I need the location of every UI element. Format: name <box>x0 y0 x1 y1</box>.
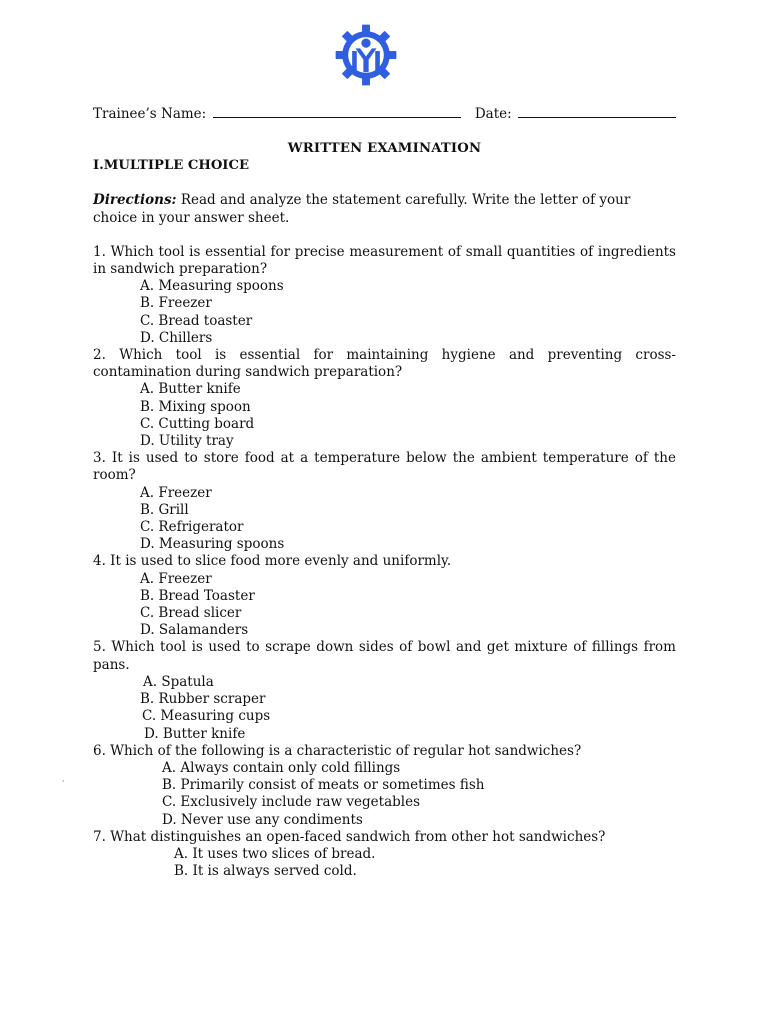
choice-item: D. Utility tray <box>140 433 234 450</box>
header-row <box>93 104 676 124</box>
question-text: 2. Which tool is essential for maintaining hygiene and preventing cross-contamination during sandwich preparation? <box>93 347 676 381</box>
choice-item: D. Chillers <box>140 329 213 346</box>
section-heading: I.MULTIPLE CHOICE <box>93 158 250 174</box>
stray-mark: , <box>62 774 65 783</box>
question-text: 6. Which of the following is a characteristic of regular hot sandwiches? <box>93 742 582 759</box>
choice-item: D. Butter knife <box>144 725 246 742</box>
choice-item: B. Bread Toaster <box>140 587 255 604</box>
question-1 <box>93 244 676 347</box>
choice-list <box>93 485 676 554</box>
directions-text: Read and analyze the statement carefully. Write the letter of your choice in your answer sheet. <box>93 192 631 226</box>
choice-list <box>93 571 676 640</box>
question-text: 5. Which tool is used to scrape down sides of bowl and get mixture of fillings from pans. <box>93 639 676 673</box>
question-4 <box>93 553 676 639</box>
trainee-name-label: Trainee’s Name: <box>93 106 207 122</box>
choice-list <box>93 381 676 450</box>
choice-item: B. Primarily consist of meats or sometimes fish <box>162 777 485 794</box>
choice-item: A. Freezer <box>140 570 212 587</box>
date-label: Date: <box>474 106 512 122</box>
choice-list <box>93 846 676 880</box>
question-list <box>93 244 676 881</box>
trainee-name-field[interactable] <box>93 104 461 124</box>
choice-list <box>93 278 676 347</box>
question-7 <box>93 829 676 881</box>
directions <box>93 192 676 226</box>
choice-item: B. It is always served cold. <box>174 863 357 880</box>
question-text: 3. It is used to store food at a temperature below the ambient temperature of the room? <box>93 450 676 484</box>
choice-item: C. Bread toaster <box>140 312 253 329</box>
gear-emblem-icon <box>333 22 399 88</box>
choice-item: A. Freezer <box>140 484 212 501</box>
choice-item: A. It uses two slices of bread. <box>174 845 376 862</box>
choice-item: D. Measuring spoons <box>140 536 285 553</box>
choice-item: A. Spatula <box>143 673 214 690</box>
question-2 <box>93 347 676 450</box>
trainee-name-blank[interactable] <box>213 104 461 118</box>
choice-item: B. Mixing spoon <box>140 398 251 415</box>
choice-item: C. Exclusively include raw vegetables <box>162 794 421 811</box>
exam-content <box>93 104 676 880</box>
question-text: 4. It is used to slice food more evenly and uniformly. <box>93 553 452 570</box>
choice-list <box>93 674 676 743</box>
exam-title: WRITTEN EXAMINATION <box>287 141 482 156</box>
choice-item: A. Measuring spoons <box>140 278 284 295</box>
question-3 <box>93 450 676 553</box>
choice-item: C. Measuring cups <box>142 708 271 725</box>
date-blank[interactable] <box>518 104 676 118</box>
choice-item: B. Freezer <box>140 295 212 312</box>
choice-item: D. Salamanders <box>140 622 249 639</box>
choice-item: C. Cutting board <box>140 415 255 432</box>
date-field[interactable] <box>475 104 676 124</box>
question-5 <box>93 639 676 742</box>
choice-item: B. Grill <box>140 501 189 518</box>
choice-list <box>93 760 676 829</box>
directions-label: Directions: <box>93 192 177 209</box>
question-text: 1. Which tool is essential for precise measurement of small quantities of ingredients in sandwich preparation? <box>93 243 676 278</box>
choice-item: B. Rubber scraper <box>140 691 266 708</box>
choice-item: A. Always contain only cold fillings <box>162 759 401 776</box>
choice-item: C. Bread slicer <box>140 605 242 622</box>
choice-item: A. Butter knife <box>140 381 241 398</box>
choice-item: C. Refrigerator <box>140 519 244 536</box>
question-text: 7. What distinguishes an open-faced sandwich from other hot sandwiches? <box>93 828 606 845</box>
question-6 <box>93 743 676 829</box>
choice-item: D. Never use any condiments <box>162 811 363 828</box>
